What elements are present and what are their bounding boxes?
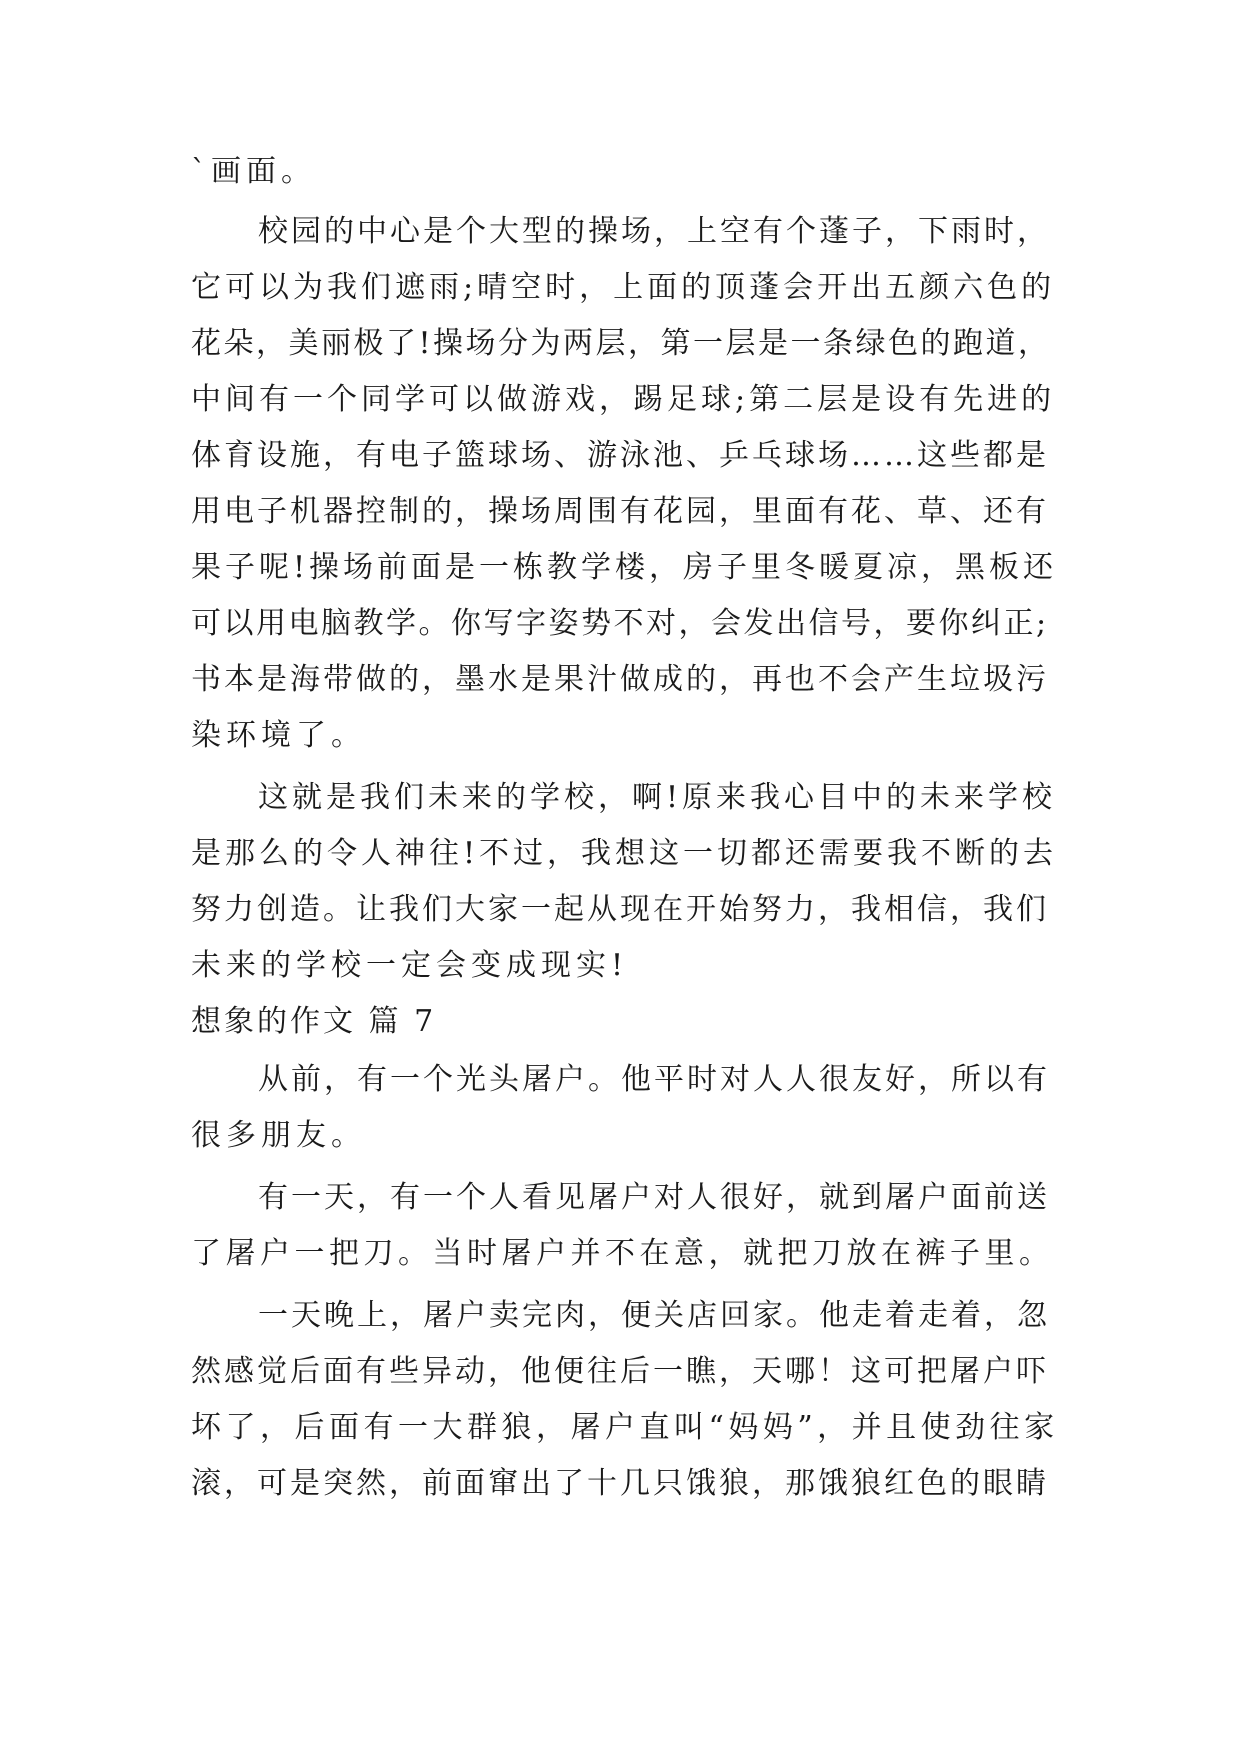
paragraph-first-line: 有一天，有一个人看见屠户对人很好，就到屠户面前送 [258, 1180, 1050, 1215]
text-line: `画面。 [191, 154, 316, 189]
text-line: 花朵，美丽极了!操场分为两层，第一层是一条绿色的跑道， [191, 326, 1051, 361]
text-line: 然感觉后面有些异动，他便往后一瞧，天哪！这可把屠户吓 [191, 1354, 1049, 1389]
text-line: 了屠户一把刀。当时屠户并不在意，就把刀放在裤子里。 [191, 1236, 1054, 1271]
text-line: 染环境了。 [191, 718, 366, 753]
paragraph-first-line: 从前，有一个光头屠户。他平时对人人很友好，所以有 [258, 1062, 1050, 1097]
text-line: 可以用电脑教学。你写字姿势不对，会发出信号，要你纠正; [191, 606, 1049, 641]
text-line: 中间有一个同学可以做游戏，踢足球;第二层是设有先进的 [191, 382, 1056, 417]
text-line: 书本是海带做的，墨水是果汁做成的，再也不会产生垃圾污 [191, 662, 1049, 697]
text-line: 很多朋友。 [191, 1118, 366, 1153]
text-line: 滚，可是突然，前面窜出了十几只饿狼，那饿狼红色的眼睛 [191, 1466, 1049, 1501]
paragraph-first-line: 一天晚上，屠户卖完肉，便关店回家。他走着走着，忽 [258, 1298, 1050, 1333]
text-line: 是那么的令人神往!不过，我想这一切都还需要我不断的去 [191, 836, 1058, 871]
section-heading: 想象的作文 篇 7 [191, 1004, 437, 1039]
text-line: 果子呢!操场前面是一栋教学楼，房子里冬暖夏凉，黑板还 [191, 550, 1058, 585]
text-line: 努力创造。让我们大家一起从现在开始努力，我相信，我们 [191, 892, 1049, 927]
text-line: 坏了，后面有一大群狼，屠户直叫“妈妈”，并且使劲往家 [191, 1410, 1059, 1445]
paragraph-first-line: 校园的中心是个大型的操场，上空有个蓬子，下雨时， [258, 214, 1050, 249]
text-line: 体育设施，有电子篮球场、游泳池、乒乓球场……这些都是 [191, 438, 1049, 473]
paragraph-first-line: 这就是我们未来的学校，啊!原来我心目中的未来学校 [258, 780, 1057, 815]
text-line: 未来的学校一定会变成现实! [191, 948, 629, 983]
text-line: 它可以为我们遮雨;晴空时，上面的顶蓬会开出五颜六色的 [191, 270, 1056, 305]
text-line: 用电子机器控制的，操场周围有花园，里面有花、草、还有 [191, 494, 1049, 529]
